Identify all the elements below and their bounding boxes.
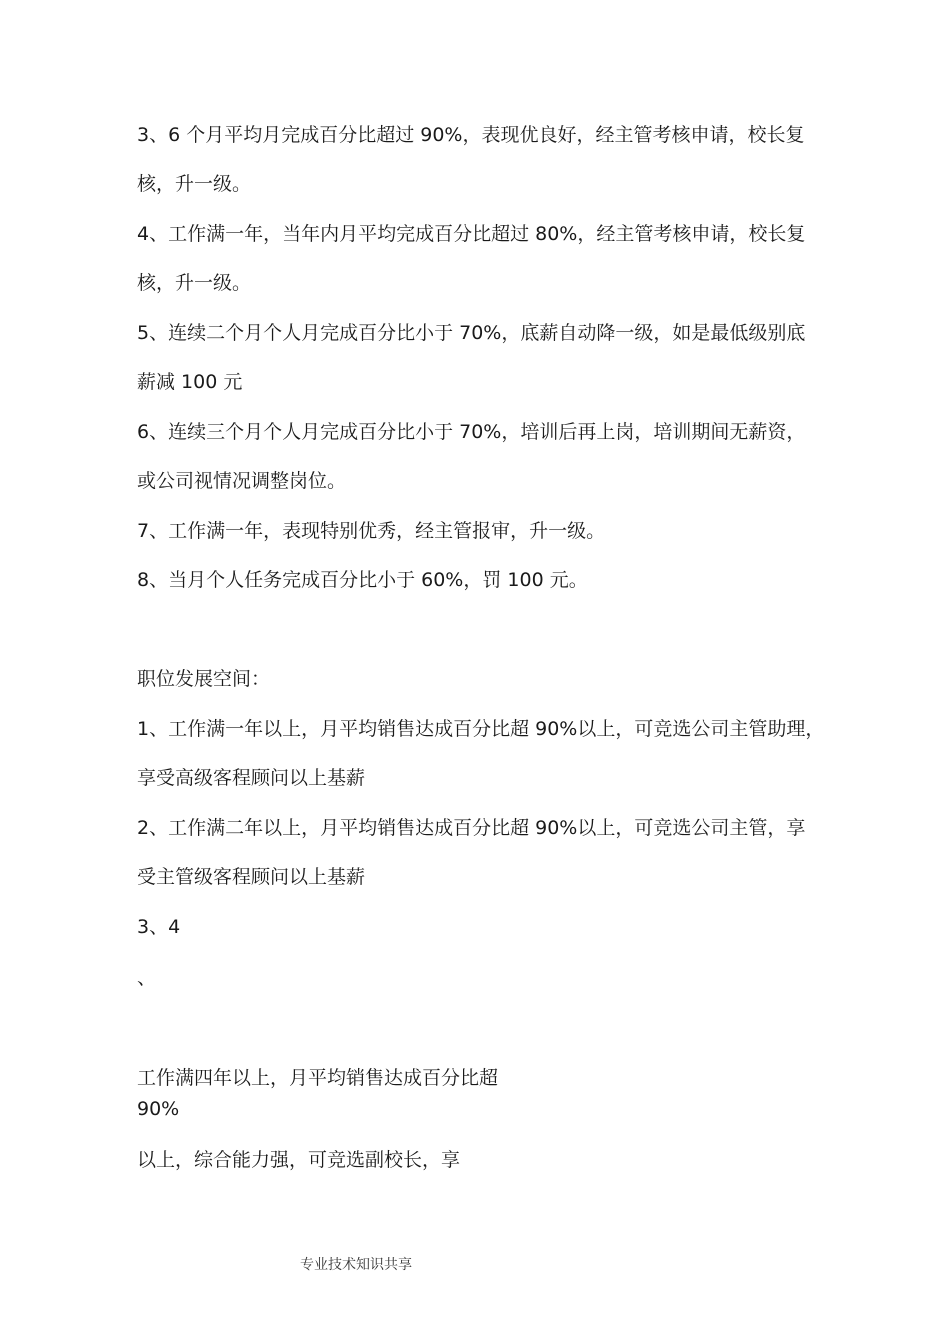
career-3-mark: 、 [137, 967, 157, 989]
rule-8: 8、当月个人任务完成百分比小于 60%，罚 100 元。 [137, 569, 588, 591]
rule-7: 7、工作满一年，表现特别优秀，经主管报审，升一级。 [137, 520, 606, 542]
rule-5-line-1: 5、连续二个月个人月完成百分比小于 70%，底薪自动降一级，如是最低级别底 [137, 322, 806, 344]
rule-6-line-1: 6、连续三个月个人月完成百分比小于 70%，培训后再上岗，培训期间无薪资， [137, 421, 806, 443]
career-3-text-3: 以上，综合能力强，可竞选副校长，享 [137, 1149, 461, 1171]
rule-4-line-2: 核，升一级。 [137, 272, 252, 294]
career-1-line-1: 1、工作满一年以上，月平均销售达成百分比超 90%以上，可竞选公司主管助理， [137, 718, 825, 740]
rule-5-line-2: 薪减 100 元 [137, 371, 243, 393]
footer-text: 专业技术知识共享 [300, 1257, 412, 1273]
rule-4-line-1: 4、工作满一年，当年内月平均完成百分比超过 80%，经主管考核申请，校长复 [137, 223, 806, 245]
career-3-start: 3、4 [137, 916, 181, 938]
career-2-line-2: 受主管级客程顾问以上基薪 [137, 866, 366, 888]
career-3-text-2: 90% [137, 1098, 180, 1120]
section-title: 职位发展空间： [137, 668, 271, 690]
career-3-text-1: 工作满四年以上，月平均销售达成百分比超 [137, 1067, 499, 1089]
career-2-line-1: 2、工作满二年以上，月平均销售达成百分比超 90%以上，可竞选公司主管，享 [137, 817, 806, 839]
career-1-line-2: 享受高级客程顾问以上基薪 [137, 767, 366, 789]
rule-3-line-2: 核，升一级。 [137, 173, 252, 195]
rule-6-line-2: 或公司视情况调整岗位。 [137, 470, 347, 492]
rule-3-line-1: 3、6 个月平均月完成百分比超过 90%，表现优良好，经主管考核申请，校长复 [137, 124, 805, 146]
